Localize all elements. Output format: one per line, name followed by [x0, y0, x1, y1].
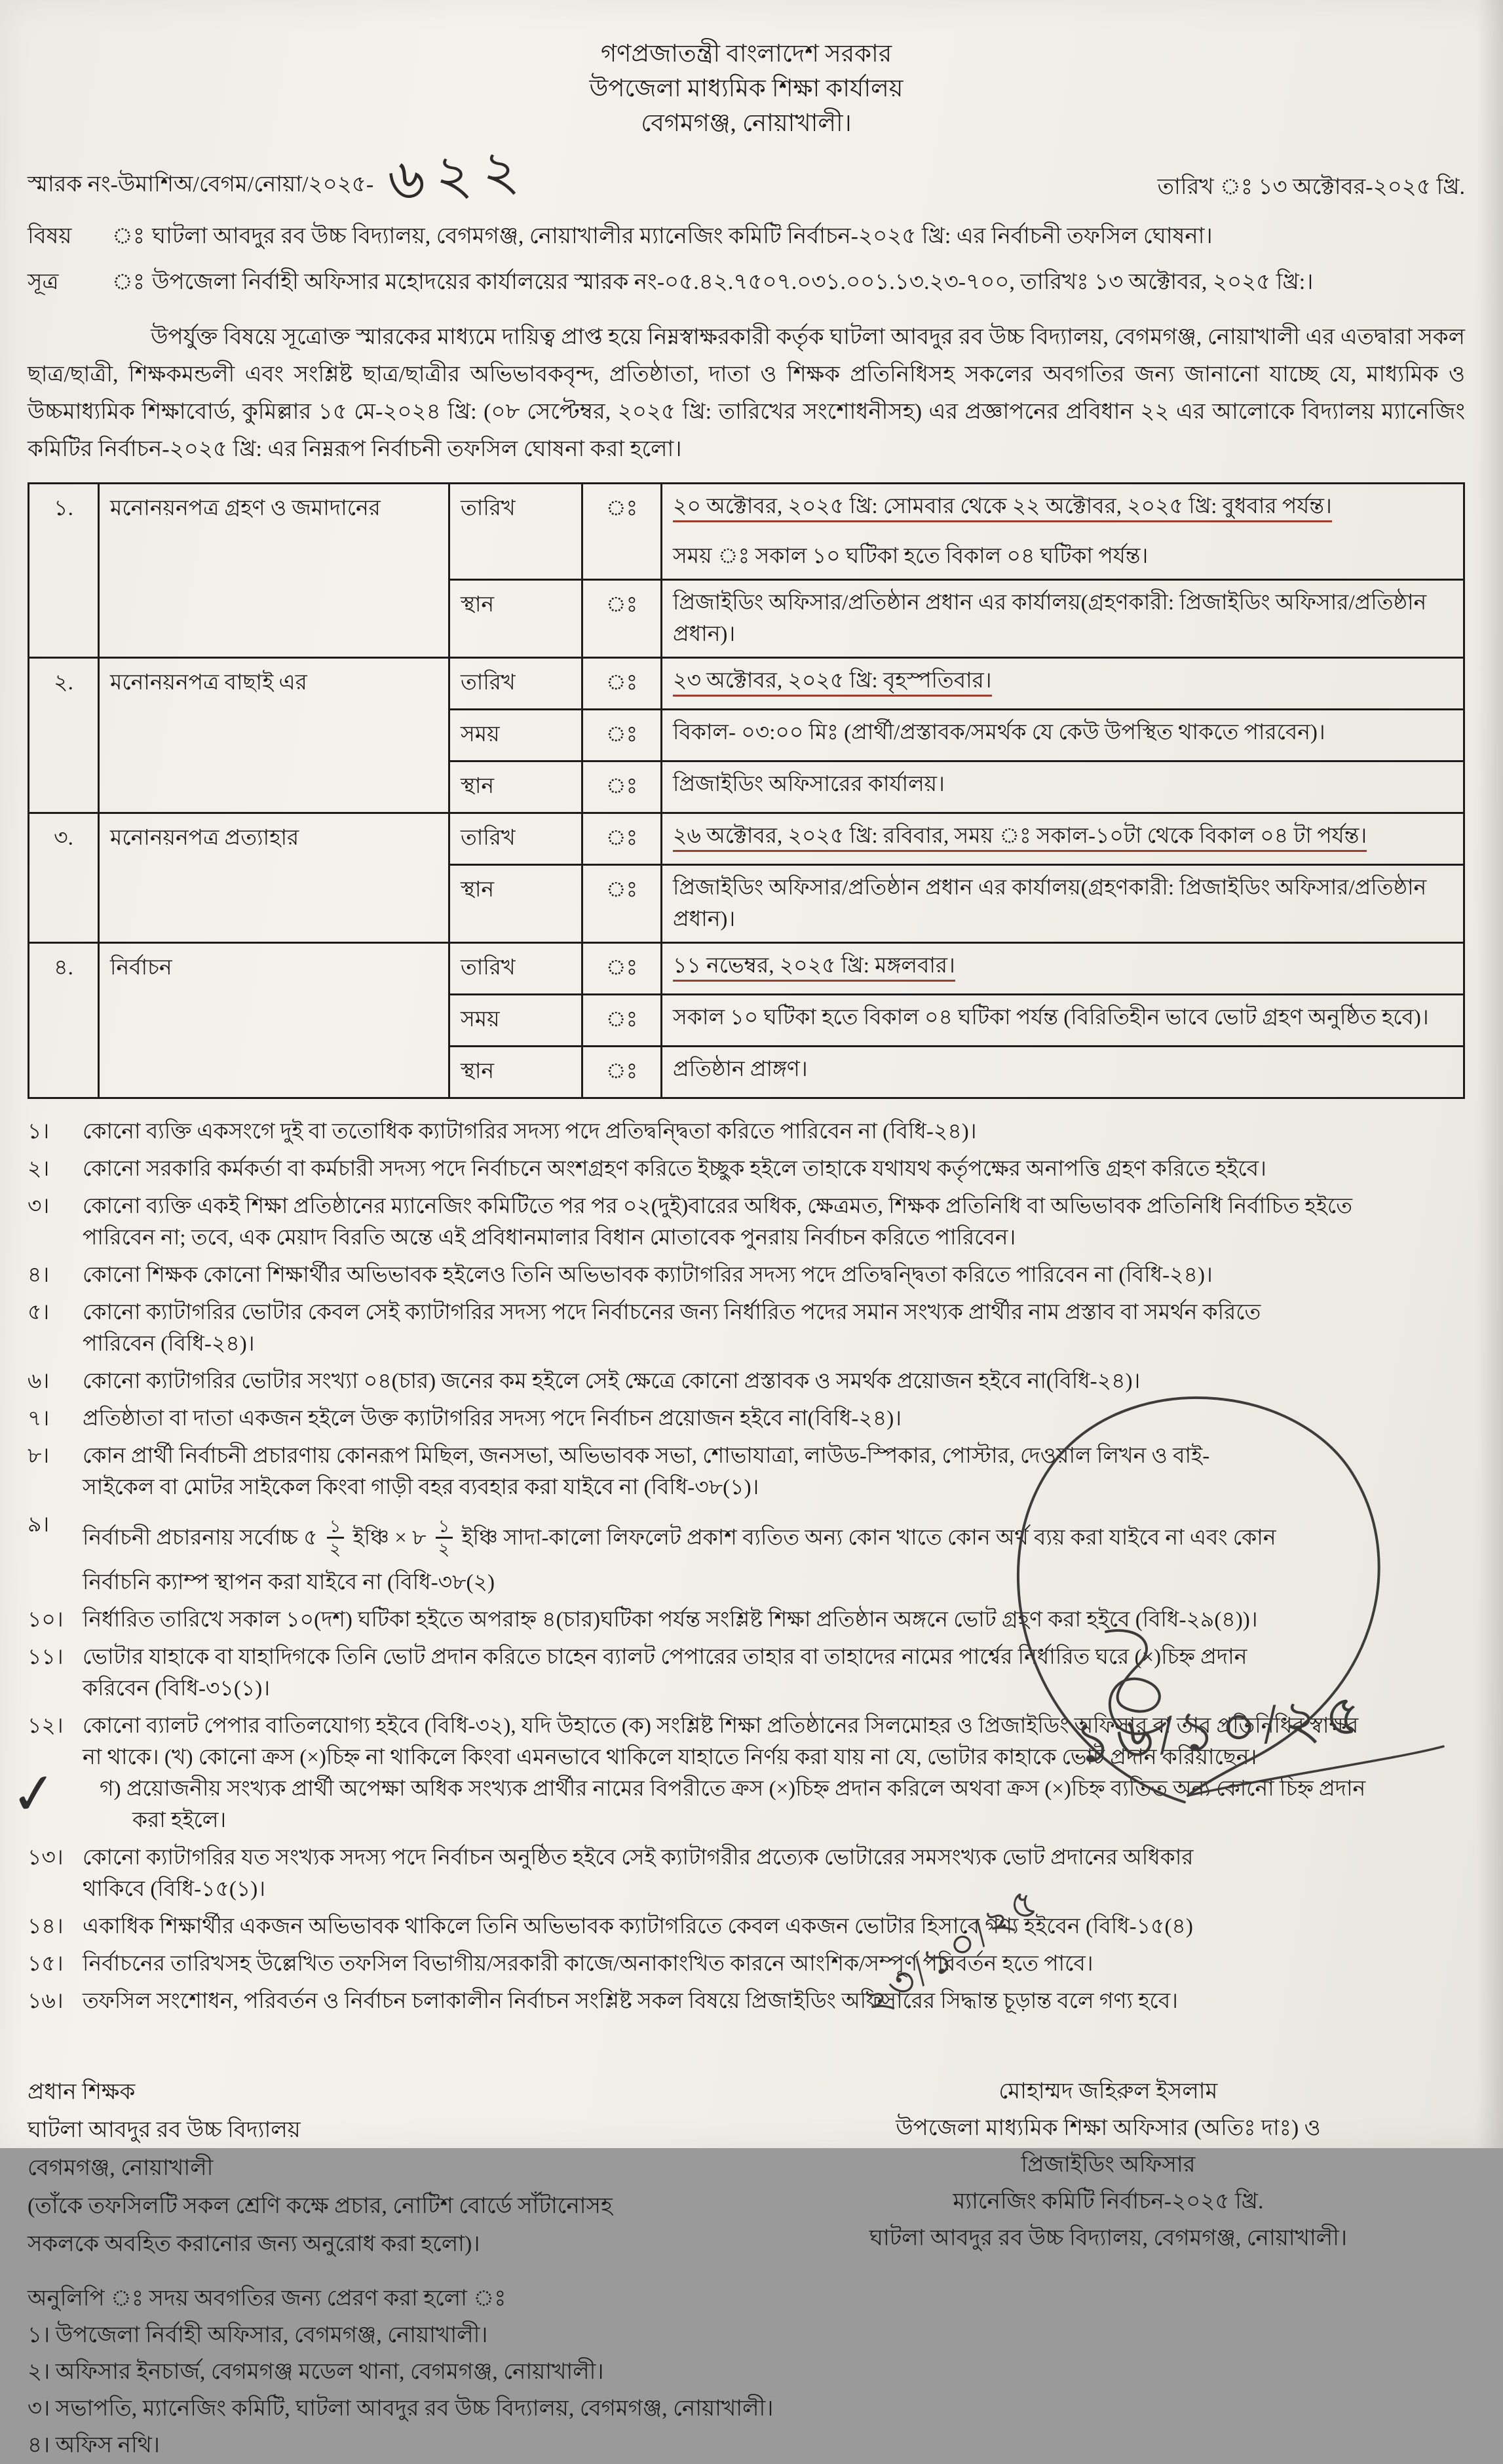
- entry-colon: ঃ: [582, 761, 662, 813]
- rule-text: নির্বাচনের তারিখসহ উল্লেখিত তফসিল বিভাগীয়/সরকারী কাজে/অনাকাংখিত কারনে আংশিক/সম্পূর্ণ পরিবর্তন হতে পাবে।: [83, 1952, 1094, 1976]
- entry-colon: ঃ: [582, 1047, 662, 1098]
- handwritten-memo-serial: ৬২২: [385, 137, 532, 213]
- entry-label: তারিখ: [449, 943, 582, 995]
- entry-colon: ঃ: [582, 580, 662, 658]
- entry-colon: ঃ: [582, 995, 662, 1047]
- fraction-numerator: ১: [438, 1516, 450, 1536]
- fraction-numerator: ১: [329, 1516, 341, 1536]
- memo-number-label: স্মারক নং-উমাশিঅ/বেগম/নোয়া/২০২৫-: [28, 172, 374, 197]
- office-title: উপজেলা মাধ্যমিক শিক্ষা কার্যালয়: [589, 75, 904, 102]
- entry-value: [662, 865, 1464, 943]
- rule-text: সাইকেল বা মোটর সাইকেল কিংবা গাড়ী বহর ব্যবহার করা যাইবে না (বিধি-৩৮(১)।: [83, 1476, 759, 1499]
- handwritten-approval-date: ১৬/১০/২৫: [1071, 1682, 1370, 1776]
- place-text: প্রিজাইডিং অফিসার/প্রতিষ্ঠান প্রধান এর কার্যালয়(গ্রহণকারী: প্রিজাইডিং অফিসার/প্রতিষ্ঠান প্রধান)।: [673, 876, 1427, 931]
- entry-colon: ঃ: [582, 710, 662, 761]
- rule-item: [28, 1986, 1465, 2017]
- entry-colon: ঃ: [582, 943, 662, 995]
- entry-label: স্থান: [449, 761, 582, 813]
- rule-item: [28, 1604, 1465, 1636]
- election-title: ম্যানেজিং কমিটি নির্বাচন-২০২৫ খ্রি.: [953, 2189, 1264, 2214]
- schedule-table: [28, 482, 1465, 1099]
- rule-text: প্রতিষ্ঠাতা বা দাতা একজন হইলে উক্ত ক্যাটাগরির সদস্য পদে নির্বাচন প্রয়োজন হইবে না(বিধি-২৪)।: [83, 1407, 902, 1431]
- row-serial: ২.: [29, 658, 99, 813]
- entry-colon: ঃ: [582, 865, 662, 943]
- time-text: সময় ঃ সকাল ১০ ঘটিকা হতে বিকাল ০৪ ঘটিকা পর্যন্ত।: [673, 545, 1149, 568]
- rule-text: ভোটার যাহাকে বা যাহাদিগকে তিনি ভোট প্রদান করিতে চাহেন ব্যালট পেপারের তাহার বা তাহাদের নামের পার্শ্বের নির্ধারিত ঘরে (×)চিহ্ন প্রদান: [83, 1645, 1247, 1669]
- rule-text: পারিবেন না; তবে, এক মেয়াদ বিরতি অন্তে এই প্রবিধানমালার বিধান মোতাবেক পুনরায় নির্বাচন করিতে পারিবেন।: [83, 1226, 1016, 1250]
- rule-number: ৪।: [28, 1263, 50, 1287]
- copy-list: [28, 2281, 1465, 2464]
- rule-text: নির্বাচনি ক্যাম্প স্থাপন করা যাইবে না (বিধি-৩৮(২): [83, 1570, 495, 1594]
- rule-text: ইঞ্চি সাদা-কালো লিফলেট প্রকাশ ব্যতিত অন্য কোন খাতে কোন অর্থ ব্যয় করা যাইবে না এবং কোন: [461, 1526, 1276, 1550]
- entry-colon: ঃ: [582, 484, 662, 580]
- entry-value: [662, 761, 1464, 813]
- reference-row: [28, 266, 1465, 299]
- officer-role: প্রিজাইডিং অফিসার: [1021, 2152, 1196, 2177]
- copy-item: ৩। সভাপতি, ম্যানেজিং কমিটি, ঘাটলা আবদুর রব উচ্চ বিদ্যালয়, বেগমগঞ্জ, নোয়াখালী।: [28, 2396, 774, 2421]
- rule-text: কোনো ব্যালট পেপার বাতিলযোগ্য হইবে (বিধি-৩২), যদি উহাতে (ক) সংশ্লিষ্ট শিক্ষা প্রতিষ্ঠানের সিলমোহর ও প্রিজাইডিং অফিসার বা তার প্রতিনিধির স্বাক্ষর: [83, 1714, 1359, 1738]
- subject-row: [28, 220, 1465, 253]
- handwritten-secondary-date: ২৩/১০/২৫: [854, 1878, 1048, 2026]
- entry-value: [662, 813, 1464, 865]
- time-text: সকাল ১০ ঘটিকা হতে বিকাল ০৪ ঘটিকা পর্যন্ত (বিরিতিহীন ভাবে ভোট গ্রহণ অনুষ্ঠিত হবে)।: [673, 1006, 1429, 1030]
- rule-text: কোনো ক্যাটাগরির ভোটার কেবল সেই ক্যাটাগরির সদস্য পদে নির্বাচনের জন্য নির্ধারিত পদের সমান সংখ্যক প্রার্থীর নাম প্রস্তাব বা সমর্থন করিতে: [83, 1301, 1261, 1324]
- memo-date: তারিখ ঃ ১৩ অক্টোবর-২০২৫ খ্রি.: [1157, 175, 1465, 199]
- rule-text: কোন প্রার্থী নির্বাচনী প্রচারণায় কোনরূপ মিছিল, জনসভা, অভিভাবক সভা, শোভাযাত্রা, লাউড-স্পিকার, পোস্টার, দেওয়াল লিখন ও বাই-: [83, 1444, 1210, 1468]
- school-name: ঘাটলা আবদুর রব উচ্চ বিদ্যালয়, বেগমগঞ্জ, নোয়াখালী।: [869, 2225, 1347, 2250]
- rule-text: করা হইলে।: [132, 1808, 227, 1832]
- copy-heading: অনুলিপি ঃ সদয় অবগতির জন্য প্রেরণ করা হলো ঃ: [28, 2286, 506, 2311]
- rule-text: গ) প্রয়োজনীয় সংখ্যক প্রার্থী অপেক্ষা অধিক সংখ্যক প্রার্থীর নামের বিপরীতে ক্রস (×)চিহ্ন প্রদান করিলে অথবা ক্রস (×)চিহ্ন ব্যতিত অন্য কোনো চিহ্ন প্রদান: [100, 1777, 1366, 1801]
- entry-value: [662, 658, 1464, 710]
- government-title: গণপ্রজাতন্ত্রী বাংলাদেশ সরকার: [600, 41, 892, 67]
- table-row: [29, 484, 1464, 580]
- rule-item: [28, 1948, 1465, 1980]
- row-item: মনোনয়নপত্র বাছাই এর: [99, 658, 449, 813]
- entry-label: সময়: [449, 995, 582, 1047]
- table-row: [29, 658, 1464, 710]
- rule-item: [28, 1842, 1465, 1905]
- subject-text: ঘাটলা আবদুর রব উচ্চ বিদ্যালয়, বেগমগঞ্জ, নোয়াখালীর ম্যানেজিং কমিটি নির্বাচন-২০২৫ খ্রি: এর নির্বাচনী তফসিল ঘোষনা।: [152, 224, 1213, 248]
- fraction-denominator: ২: [329, 1539, 341, 1560]
- copy-item: ৪। অফিস নথি।: [28, 2433, 160, 2457]
- fraction-half: [436, 1517, 453, 1559]
- place-text: প্রিজাইডিং অফিসারের কার্যালয়।: [673, 773, 945, 796]
- entry-value: [662, 943, 1464, 995]
- fraction-bar: [327, 1537, 344, 1539]
- time-text: বিকাল- ০৩:০০ মিঃ (প্রার্থী/প্রস্তাবক/সমর্থক যে কেউ উপস্থিত থাকতে পারবেন)।: [673, 721, 1325, 744]
- body-paragraph: উপর্যুক্ত বিষয়ে সূত্রোক্ত স্মারকের মাধ্যমে দায়িত্ব প্রাপ্ত হয়ে নিম্নস্বাক্ষরকারী কর্তৃক ঘাটলা আবদুর রব উচ্চ বিদ্যালয়, বেগমগঞ্জ, নোয়াখালী এর এতদ্বারা সকল ছাত্র/ছাত্রী, শিক্ষকমন্ডলী এবং সংশ্লিষ্ট ছাত্র/ছাত্রীর অভিভাবকবৃন্দ, প্রতিষ্ঠাতা, দাতা ও শিক্ষক প্রতিনিধিসহ সকলের অবগতির জন্য জানানো যাচ্ছে যে, মাধ্যমিক ও উচ্চমাধ্যমিক শিক্ষাবোর্ড, কুমিল্লার ১৫ মে-২০২৪ খ্রি: (০৮ সেপ্টেম্বর, ২০২৫ খ্রি: তারিখের সংশোধনীসহ) এর প্রজ্ঞাপনের প্রবিধান ২২ এর আলোকে বিদ্যালয় ম্যানেজিং কমিটির নির্বাচন-২০২৫ খ্রি: এর নিম্নরূপ নির্বাচনী তফসিল ঘোষনা করা হলো।: [28, 325, 1465, 461]
- signature-row: [28, 2073, 1465, 2263]
- rule-text: কোনো সরকারি কর্মকর্তা বা কর্মচারী সদস্য পদে নির্বাচনে অংশগ্রহণ করিতে ইচ্ছুক হইলে তাহাকে যথাযথ কর্তৃপক্ষের অনাপত্তি গ্রহণ করিতে হইবে।: [83, 1157, 1266, 1181]
- rule-item: [28, 1642, 1465, 1704]
- handwritten-checkmark: ✓: [7, 1760, 61, 1828]
- head-teacher-title: প্রধান শিক্ষক: [28, 2079, 136, 2104]
- rule-item: [28, 1260, 1465, 1291]
- entry-value: [662, 1047, 1464, 1098]
- row-item: মনোনয়নপত্র প্রত্যাহার: [99, 813, 449, 943]
- reference-text: উপজেলা নির্বাহী অফিসার মহোদয়ের কার্যালয়ের স্মারক নং-০৫.৪২.৭৫০৭.০৩১.০০১.১৩.২৩-৭০০, তারিখঃ ১৩ অক্টোবর, ২০২৫ খ্রি:।: [152, 270, 1314, 294]
- reference-label: সূত্র: [28, 270, 59, 294]
- rule-number: ১৫।: [28, 1952, 64, 1976]
- row-item: মনোনয়নপত্র গ্রহণ ও জমাদানের: [99, 484, 449, 658]
- rule-item: [28, 1116, 1465, 1147]
- rule-number: ৭।: [28, 1407, 50, 1431]
- rule-item: [28, 1153, 1465, 1185]
- place-text: প্রিজাইডিং অফিসার/প্রতিষ্ঠান প্রধান এর কার্যালয়(গ্রহণকারী: প্রিজাইডিং অফিসার/প্রতিষ্ঠান প্রধান)।: [673, 591, 1427, 646]
- rule-number: ১।: [28, 1120, 50, 1144]
- rule-text: একাধিক শিক্ষার্থীর একজন অভিভাবক থাকিলে তিনি অভিভাবক ক্যাটাগরিতে কেবল একজন ভোটার হিসাবে গণ্য হইবেন (বিধি-১৫(৪): [83, 1914, 1193, 1938]
- rule-number: ১০।: [28, 1607, 64, 1632]
- rule-number: ১৪।: [28, 1914, 64, 1938]
- row-item: নির্বাচন: [99, 943, 449, 1098]
- rule-number: ১৬।: [28, 1989, 64, 2013]
- entry-label: তারিখ: [449, 484, 582, 580]
- entry-label: সময়: [449, 710, 582, 761]
- memo-number: [28, 137, 532, 213]
- note-line: সকলকে অবহিত করানোর জন্য অনুরোধ করা হলো)।: [28, 2231, 480, 2256]
- entry-label: তারিখ: [449, 658, 582, 710]
- table-row: [29, 943, 1464, 995]
- rule-number: ১২।: [28, 1714, 64, 1738]
- rule-text: না থাকে। (খ) কোনো ক্রস (×)চিহ্ন না থাকিলে কিংবা এমনভাবে থাকিলে যাহাতে নির্ণয় করা যায় না যে, ভোটার কাহাকে ভোট প্রদান করিয়াছেন।: [83, 1745, 1257, 1769]
- reference-colon: ঃ: [112, 270, 145, 294]
- date-text: ২৩ অক্টোবর, ২০২৫ খ্রি: বৃহস্পতিবার।: [673, 669, 992, 697]
- rule-item: [28, 1440, 1465, 1503]
- rule-number: ১১।: [28, 1645, 64, 1669]
- officer-title: উপজেলা মাধ্যমিক শিক্ষা অফিসার (অতিঃ দাঃ) ও: [896, 2115, 1321, 2140]
- rule-text: কোনো ক্যাটাগরির যত সংখ্যক সদস্য পদে নির্বাচন অনুষ্ঠিত হইবে সেই ক্যাটাগরীর প্রত্যেক ভোটারের সমসংখ্যক ভোট প্রদানের অধিকার: [83, 1845, 1194, 1870]
- officer-name: মোহাম্মদ জহিরুল ইসলাম: [999, 2079, 1218, 2104]
- rule-text: কোনো শিক্ষক কোনো শিক্ষার্থীর অভিভাবক হইলেও তিনি অভিভাবক ক্যাটাগরির সদস্য পদে প্রতিদ্বন্দ্বিতা করিতে পারিবেন না (বিধি-২৪)।: [83, 1263, 1213, 1287]
- right-signature-block: [869, 2073, 1347, 2263]
- fraction-denominator: ২: [438, 1539, 450, 1560]
- entry-value: [662, 580, 1464, 658]
- rule-number: ৩।: [28, 1195, 50, 1218]
- subject-label: বিষয়: [28, 224, 72, 248]
- date-text: ২৬ অক্টোবর, ২০২৫ খ্রি: রবিবার, সময় ঃ সকাল-১০টা থেকে বিকাল ০৪ টা পর্যন্ত।: [673, 824, 1367, 852]
- rule-number: ৯।: [28, 1513, 50, 1537]
- rule-number: ৫।: [28, 1301, 50, 1324]
- date-text: ১১ নভেম্বর, ২০২৫ খ্রি: মঙ্গলবার।: [673, 954, 955, 982]
- entry-value: [662, 710, 1464, 761]
- date-text: ২০ অক্টোবর, ২০২৫ খ্রি: সোমবার থেকে ২২ অক্টোবর, ২০২৫ খ্রি: বুধবার পর্যন্ত।: [673, 495, 1332, 522]
- rule-text: করিবেন (বিধি-৩১(১)।: [83, 1676, 271, 1701]
- entry-value: [662, 484, 1464, 580]
- fraction-bar: [436, 1537, 453, 1539]
- rule-number: ১৩।: [28, 1845, 64, 1870]
- rule-item: [28, 1710, 1465, 1836]
- rule-text: নির্ধারিত তারিখে সকাল ১০(দশ) ঘটিকা হইতে অপরাহ্ন ৪(চার)ঘটিকা পর্যন্ত সংশ্লিষ্ট শিক্ষা প্রতিষ্ঠান অঙ্গনে ভোট গ্রহণ করা হইবে (বিধি-২৯(৪))।: [83, 1607, 1258, 1632]
- row-serial: ১.: [29, 484, 99, 658]
- rule-text: পারিবেন (বিধি-২৪)।: [83, 1332, 255, 1356]
- rule-text-with-fractions: [83, 1509, 1465, 1567]
- rule-text: কোনো ক্যাটাগরির ভোটার সংখ্যা ০৪(চার) জনের কম হইলে সেই ক্ষেত্রে কোনো প্রস্তাবক ও সমর্থক প্রয়োজন হইবে না(বিধি-২৪)।: [83, 1370, 1141, 1393]
- fraction-half: [327, 1517, 344, 1559]
- copy-item: ২। অফিসার ইনচার্জ, বেগমগঞ্জ মডেল থানা, বেগমগঞ্জ, নোয়াখালী।: [28, 2359, 604, 2384]
- rule-item: [28, 1191, 1465, 1254]
- rule-number: ৬।: [28, 1370, 50, 1393]
- entry-label: স্থান: [449, 1047, 582, 1098]
- rule-text: নির্বাচনী প্রচারনায় সর্বোচ্চ ৫: [83, 1526, 318, 1550]
- entry-colon: ঃ: [582, 658, 662, 710]
- rule-number: ২।: [28, 1157, 50, 1181]
- document-header: [28, 37, 1465, 141]
- note-line: (তাঁকে তফসিলটি সকল শ্রেণি কক্ষে প্রচার, নোটিশ বোর্ডে সাঁটানোসহ: [28, 2193, 613, 2218]
- rule-text: থাকিবে (বিধি-১৫(১)।: [83, 1877, 266, 1901]
- row-serial: ৩.: [29, 813, 99, 943]
- rule-item: [28, 1911, 1465, 1942]
- entry-label: স্থান: [449, 865, 582, 943]
- school-location: বেগমগঞ্জ, নোয়াখালী: [28, 2155, 214, 2180]
- office-location: বেগমগঞ্জ, নোয়াখালী।: [641, 110, 852, 137]
- entry-label: স্থান: [449, 580, 582, 658]
- entry-colon: ঃ: [582, 813, 662, 865]
- rule-item: [28, 1403, 1465, 1434]
- table-row: [29, 813, 1464, 865]
- rule-text: কোনো ব্যক্তি একই শিক্ষা প্রতিষ্ঠানের ম্যানেজিং কমিটিতে পর পর ০২(দুই)বারের অধিক, ক্ষেত্রমত, শিক্ষক প্রতিনিধি বা অভিভাবক প্রতিনিধি নির্বাচিত হইতে: [83, 1195, 1352, 1218]
- school-name: ঘাটলা আবদুর রব উচ্চ বিদ্যালয়: [28, 2117, 301, 2142]
- rule-item: [28, 1366, 1465, 1397]
- rule-text: তফসিল সংশোধন, পরিবর্তন ও নির্বাচন চলাকালীন নির্বাচন সংশ্লিষ্ট সকল বিষয়ে প্রিজাইডিং অফিসারের সিদ্ধান্ত চূড়ান্ত বলে গণ্য হবে।: [83, 1989, 1178, 2013]
- rule-text: কোনো ব্যক্তি একসংগে দুই বা ততোধিক ক্যাটাগরির সদস্য পদে প্রতিদ্বন্দ্বিতা করিতে পারিবেন না (বিধি-২৪)।: [83, 1120, 977, 1144]
- rule-text: ইঞ্চি × ৮: [352, 1526, 427, 1550]
- subject-colon: ঃ: [112, 224, 145, 248]
- rule-item: [28, 1297, 1465, 1360]
- left-signature-block: [28, 2073, 613, 2263]
- row-serial: ৪.: [29, 943, 99, 1098]
- rules-list: [28, 1116, 1465, 2017]
- copy-item: ১। উপজেলা নির্বাহী অফিসার, বেগমগঞ্জ, নোয়াখালী।: [28, 2322, 488, 2347]
- rule-item-leaflet: [28, 1509, 1465, 1598]
- memo-row: [28, 137, 1465, 213]
- entry-label: তারিখ: [449, 813, 582, 865]
- place-text: প্রতিষ্ঠান প্রাঙ্গণ।: [673, 1058, 808, 1081]
- rule-number: ৮।: [28, 1444, 50, 1468]
- entry-value: [662, 995, 1464, 1047]
